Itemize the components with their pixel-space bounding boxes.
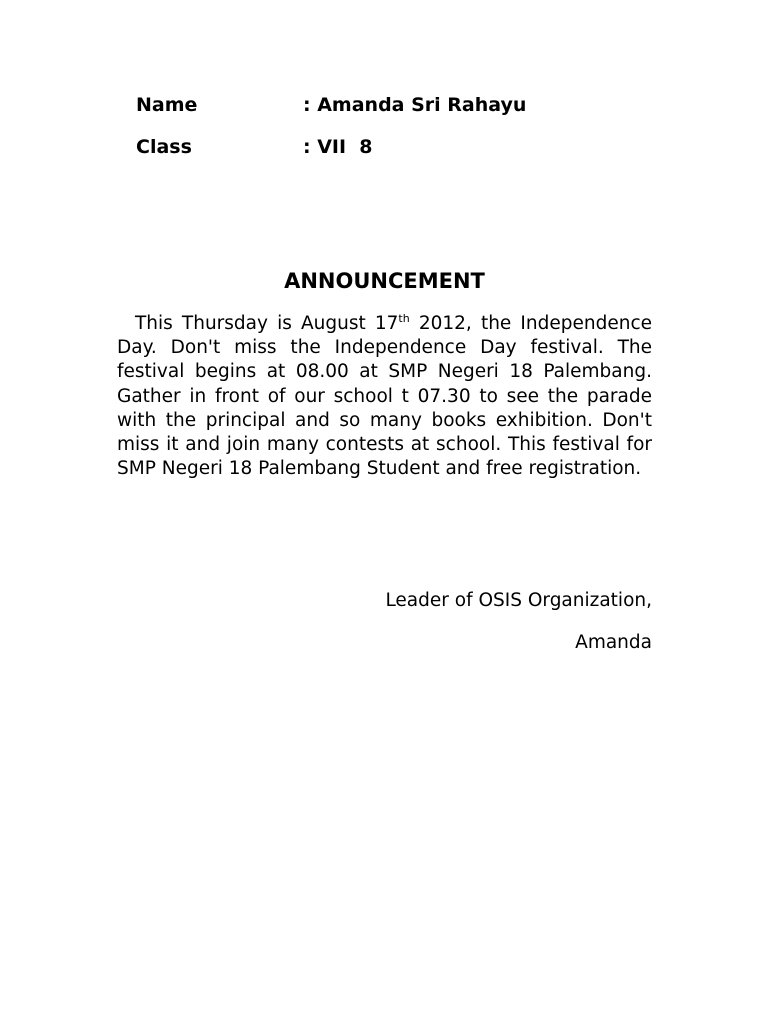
name-label: Name (136, 94, 198, 116)
name-value: : Amanda Sri Rahayu (303, 94, 527, 116)
announcement-title: ANNOUNCEMENT (284, 269, 485, 293)
class-value: : VII 8 (303, 136, 373, 158)
date-ordinal-suffix: th (398, 312, 410, 325)
announcement-body-start: This Thursday is August 17 (135, 313, 399, 334)
announcement-body (117, 312, 652, 481)
class-field-row (136, 135, 373, 159)
name-field-row (136, 93, 526, 117)
signoff-organization: Leader of OSIS Organization, (385, 590, 652, 611)
signoff-name: Amanda (575, 632, 652, 653)
announcement-body-rest: 2012, the Independence Day. Don't miss the Independence Day festival. The festival begins at 08.00 at SMP Negeri 18 Palembang. Gather in front of our school t 07.30 to see the parade with the principal and so many books exhibition. Don't miss it and join many contests at school. This festival for SMP Negeri 18 Palembang Student and free registration. (117, 313, 652, 480)
class-label: Class (136, 136, 192, 158)
